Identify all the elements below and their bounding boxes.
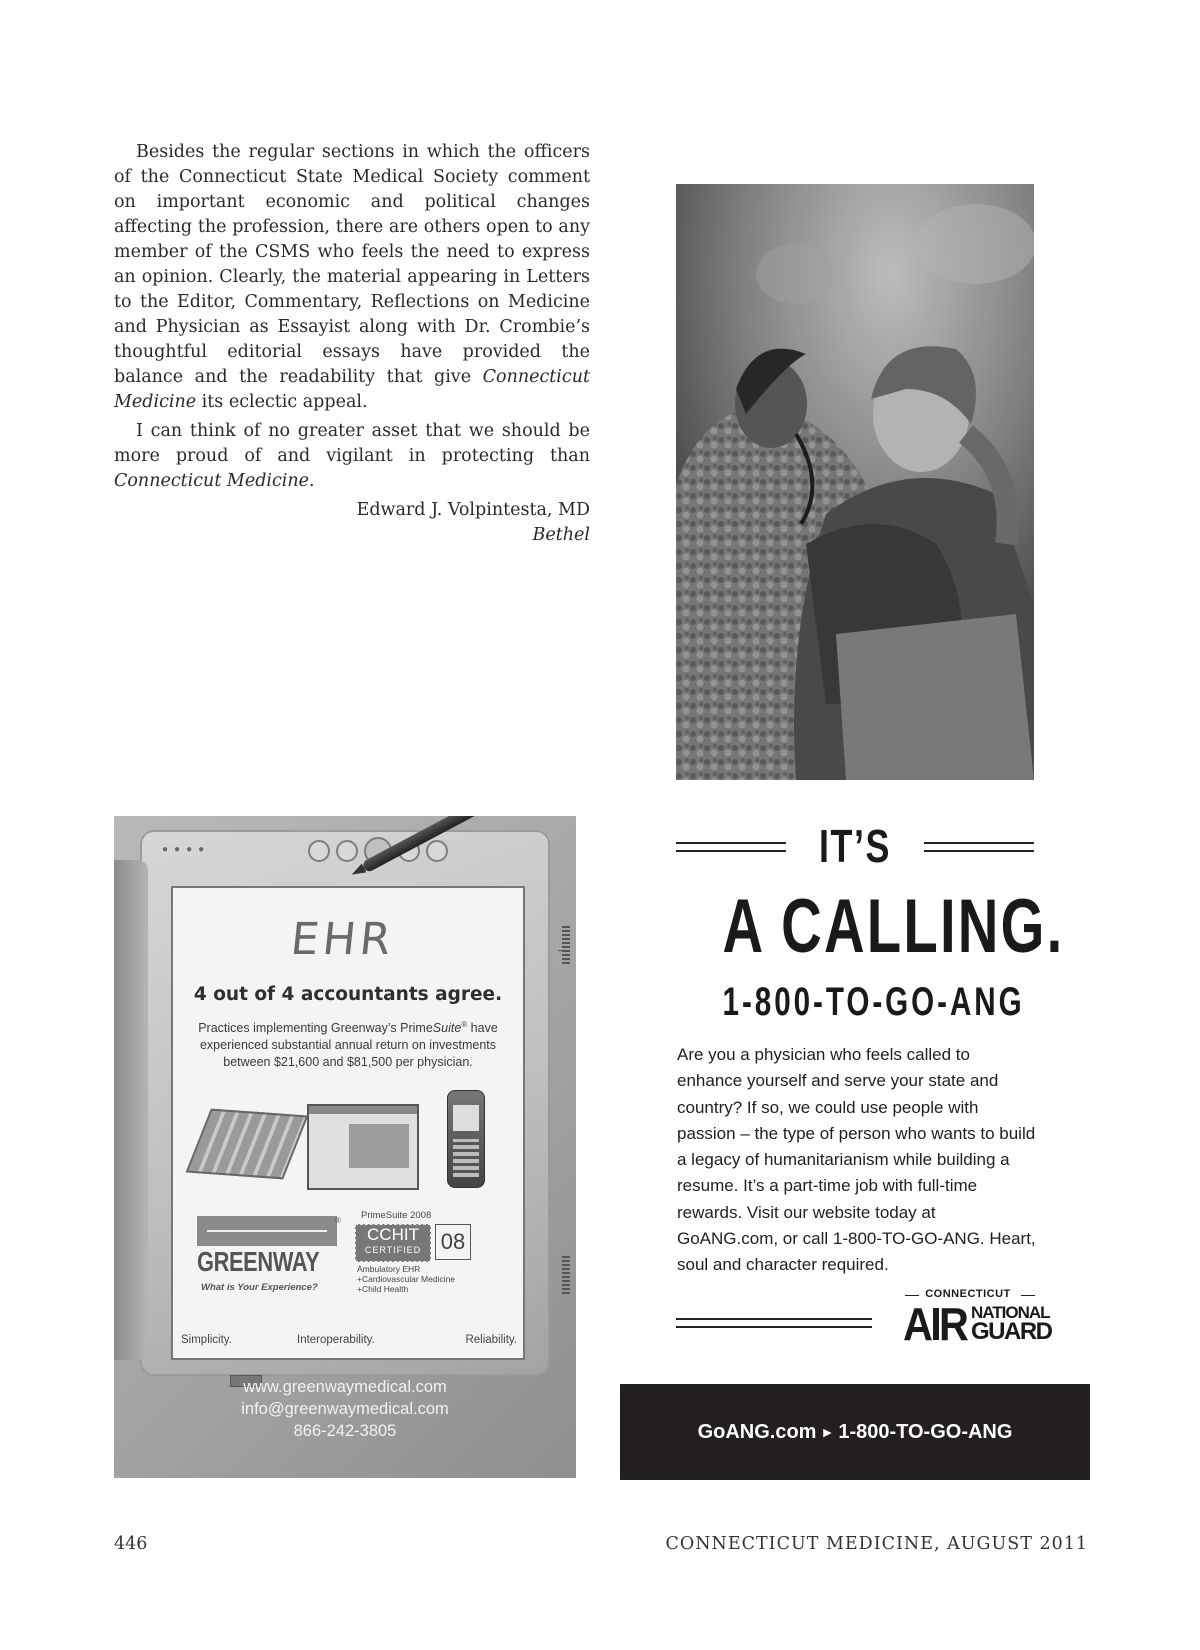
greenway-pulse-icon [197,1216,337,1246]
ad-body-copy: Are you a physician who feels called to enhance yourself and serve your state and country? If so, we could use people with passion – the type of person who wants to build a legacy of humanitarianism while building a resume. It’s a part-time job with full-time rewards. Visit our website today at GoANG.com, or call 1-800-TO-GO-ANG. Heart, soul and character required. [677,1045,1036,1275]
ad-headline-calling: A CALLING. [722,884,1065,969]
grip-icon [562,926,570,966]
journal-title: Connecticut Medicine [114,471,310,491]
tablet-button-icon [336,840,358,862]
greenway-ad [114,816,576,1478]
ang-phone-number: 1-800-TO-GO-ANG [838,1420,1013,1443]
greenway-phone: 866-242-3805 [293,1422,397,1440]
logo-guard: GUARD [971,1318,1052,1345]
primesuite-label: PrimeSuite 2008 [361,1210,432,1221]
cchit-certified: CCHIT CERTIFIED [355,1224,431,1262]
greenway-subhead: Practices implementing Greenway’s PrimeSuite® have experienced substantial annual return on investments between $21,600 and $81,500 per physician. [198,1020,498,1070]
ang-photo [676,184,1034,780]
ang-logo [875,1288,1052,1358]
logo-connecticut: CONNECTICUT [901,1288,1035,1300]
tablet-dots-icon: ●●●● [162,844,211,855]
ang-ad [620,818,1090,1480]
ang-website-link[interactable]: GoANG.com [697,1420,817,1443]
greenway-contact [114,1376,576,1442]
journal-title: Connecticut Medicine [114,367,590,412]
letter-paragraph-1: Besides the regular sections in which the officers of the Connecticut State Medical Society comment on important economic and political changes affecting the profession, there are others open to any member of the CSMS who feels the need to express an opinion. Clearly, the material appearing in Letters to the Editor, Commentary, Reflections on Medicine and Physician as Essayist along with Dr. Crombie’s thoughtful editorial essays have provided the balance and the readability that give Connecticut Medicine its eclectic appeal. [114,142,590,412]
signature-name: Edward J. Volpintesta, MD [356,500,590,520]
grip-icon [562,1256,570,1296]
ehr-handwriting: EHR [288,914,398,965]
greenway-email-link[interactable]: info@greenwaymedical.com [241,1400,449,1418]
greenway-headline: 4 out of 4 accountants agree. [193,984,503,1005]
letter-paragraph-2: I can think of no greater asset that we should be more proud of and vigilant in protecting than Connecticut Medicine. [114,421,590,491]
cchit-year: 08 [435,1224,471,1260]
photo-illustration [676,184,1034,780]
ambulatory-list: Ambulatory EHR +Cardiovascular Medicine +Child Health [357,1264,456,1294]
logo-air: AIR [903,1298,967,1350]
screen-device-icon [307,1104,419,1190]
page-number: 446 [114,1534,148,1554]
signature-place: Bethel [532,525,590,545]
ang-contact-bar [620,1384,1090,1480]
tablet-button-icon [308,840,330,862]
logo-national: NATIONAL [971,1303,1050,1322]
tablet-button-icon [426,840,448,862]
tablet-hinge [114,860,148,1360]
greenway-name: GREENWAY [197,1246,320,1277]
letter-column [114,140,590,548]
greenway-website-link[interactable]: www.greenwaymedical.com [243,1378,447,1396]
smartphone-icon [447,1090,485,1188]
greenway-logo: GREENWAY ® What is Your Experience? [197,1216,341,1293]
running-head: CONNECTICUT MEDICINE, AUGUST 2011 [665,1534,1088,1554]
tablet-screen: EHR 4 out of 4 accountants agree. Practices implementing Greenway’s PrimeSuite® have experienced substantial annual return on investments between $21,600 and $81,500 per physician. GREENWAY ® What is Your Experience? PrimeSuite 2008 CCHIT CERTIFIED 08 Ambulatory EHR +Cardiovascular Medicine +Child Health Simplicity. Interoperability. Reliability. [171,886,525,1360]
divider [676,1318,872,1328]
ad-phone-headline: 1-800-TO-GO-ANG [722,980,1025,1024]
greenway-tagline: What is Your Experience? [201,1282,318,1293]
arrow-right-icon: ► [820,1424,835,1440]
cchit-badge [355,1210,505,1310]
ad-headline-its: IT’S [818,820,892,872]
tablet-device-icon [186,1109,309,1180]
device-images [183,1094,513,1194]
